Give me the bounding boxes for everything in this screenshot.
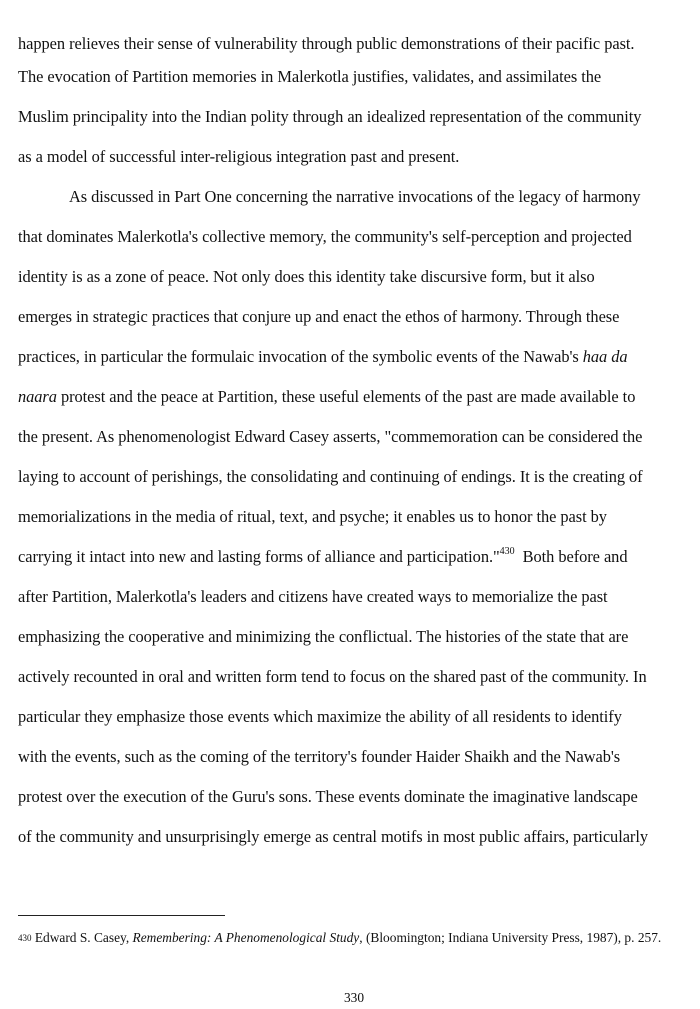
body-line (18, 547, 627, 567)
italic-term: haa da (582, 347, 628, 366)
body-text: carrying it intact into new and lasting forms of alliance and participation." (18, 547, 500, 566)
body-text: Both before and (514, 547, 628, 566)
body-line: laying to account of perishings, the consolidating and continuing of endings. It is the creating of (18, 467, 643, 486)
paragraph-start-line: As discussed in Part One concerning the narrative invocations of the legacy of harmony (69, 187, 641, 206)
body-line: actively recounted in oral and written form tend to focus on the shared past of the community. In (18, 667, 647, 686)
footnote-divider (18, 915, 225, 916)
footnote-text: Edward S. Casey, (31, 930, 133, 945)
body-line: of the community and unsurprisingly emerge as central motifs in most public affairs, particularly (18, 827, 648, 846)
page-number: 330 (343, 990, 365, 1005)
footnote (18, 930, 690, 945)
body-text: protest and the peace at Partition, these useful elements of the past are made available to (56, 387, 636, 406)
body-line: the present. As phenomenologist Edward Casey asserts, "commemoration can be considered the (18, 427, 643, 446)
body-line: protest over the execution of the Guru's sons. These events dominate the imaginative landscape (18, 787, 638, 806)
body-line: Muslim principality into the Indian polity through an idealized representation of the community (18, 107, 642, 126)
footnote-text: , (Bloomington; Indiana University Press, 1987), p. 257. (359, 930, 662, 945)
body-line (18, 387, 635, 407)
body-line: The evocation of Partition memories in Malerkotla justifies, validates, and assimilates the (18, 67, 602, 86)
body-line: emerges in strategic practices that conjure up and enact the ethos of harmony. Through these (18, 307, 620, 326)
italic-term: naara (18, 387, 57, 406)
body-line: after Partition, Malerkotla's leaders and citizens have created ways to memorialize the past (18, 587, 608, 606)
body-line: identity is as a zone of peace. Not only does this identity take discursive form, but it also (18, 267, 595, 286)
body-line: that dominates Malerkotla's collective memory, the community's self-perception and projected (18, 227, 632, 246)
body-line: memorializations in the media of ritual, text, and psyche; it enables us to honor the past by (18, 507, 607, 526)
body-line (18, 347, 628, 367)
body-line: with the events, such as the coming of the territory's founder Haider Shaikh and the Nawab's (18, 747, 621, 766)
body-line: emphasizing the cooperative and minimizing the conflictual. The histories of the state that are (18, 627, 629, 646)
body-line: particular they emphasize those events which maximize the ability of all residents to identify (18, 707, 622, 726)
body-line: happen relieves their sense of vulnerability through public demonstrations of their pacific past. (18, 34, 635, 53)
footnote-number: 430 (18, 933, 32, 943)
body-text: practices, in particular the formulaic invocation of the symbolic events of the Nawab's (18, 347, 583, 366)
footnote-reference[interactable]: 430 (499, 546, 515, 557)
body-line: as a model of successful inter-religious integration past and present. (18, 147, 460, 166)
footnote-title: Remembering: A Phenomenological Study (132, 930, 360, 945)
